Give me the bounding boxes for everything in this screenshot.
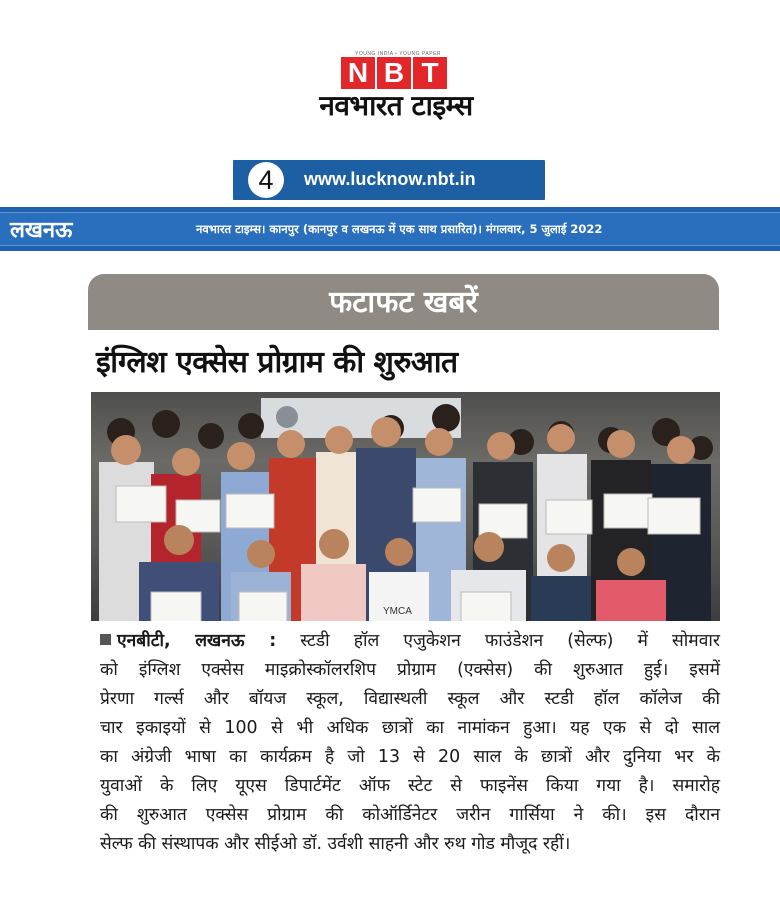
dateline-text: नवभारत टाइम्स। कानपुर (कानपुर व लखनऊ में एक साथ प्रसारित)। मंगलवार, 5 जुलाई 2022 — [196, 222, 603, 236]
bullet-square-icon — [100, 634, 111, 645]
article-line-4: चार इकाइयों से 100 से भी अधिक छात्रों का नामांकन हुआ। यह एक से दो साल — [100, 718, 720, 738]
masthead-tagline: YOUNG INDIA • YOUNG PAPER — [354, 51, 442, 57]
article-line-3: प्रेरणा गर्ल्स और बॉयज स्कूल, विद्यास्थली स्कूल और स्टडी हॉल कॉलेज की — [100, 689, 720, 709]
page-number: 4 — [248, 162, 284, 198]
paper-name: नवभारत टाइम्स — [319, 89, 473, 122]
article-line-1 — [100, 627, 720, 656]
article-line-6: युवाओं के लिए यूएस डिपार्टमेंट ऑफ स्टेट से फाइनेंस किया गया है। समारोह — [100, 776, 720, 796]
logo-letter-b: B — [377, 57, 411, 89]
article-headline: इंग्लिश एक्सेस प्रोग्राम की शुरुआत — [96, 345, 458, 380]
banner-emblem-icon — [276, 406, 298, 428]
article-line-text: स्टडी हॉल एजुकेशन फाउंडेशन (सेल्फ) में सोमवार — [300, 631, 720, 651]
group-photo — [91, 392, 720, 621]
website-url[interactable]: www.lucknow.nbt.in — [304, 169, 476, 189]
article-line-2: को इंग्लिश एक्सेस माइक्रोस्कॉलरशिप प्रोग्राम (एक्सेस) की शुरुआत हुई। इसमें — [100, 660, 720, 680]
article-line-5: का अंग्रेजी भाषा का कार्यक्रम है जो 13 से 20 साल के छात्रों और दुनिया भर के — [100, 747, 720, 767]
edition-city: लखनऊ — [10, 218, 73, 243]
article-line-7: की शुरुआत एक्सेस प्रोग्राम की कोऑर्डिनेटर जरीन गार्सिया ने की। इस दौरान — [100, 805, 720, 825]
article-body — [100, 627, 720, 859]
shirt-print-text: YMCA — [383, 606, 412, 617]
logo-letter-n: N — [341, 57, 375, 89]
section-title: फटाफट खबरें — [329, 285, 478, 320]
group-photo-illustration — [91, 392, 720, 621]
logo-letter-t: T — [413, 57, 447, 89]
nbt-logo — [341, 57, 447, 89]
article-line-8: सेल्फ की संस्थापक और सीईओ डॉ. उर्वशी साहनी और रुथ गोड मौजूद रहीं। — [100, 834, 571, 854]
article-byline: एनबीटी, लखनऊ : — [117, 631, 277, 651]
